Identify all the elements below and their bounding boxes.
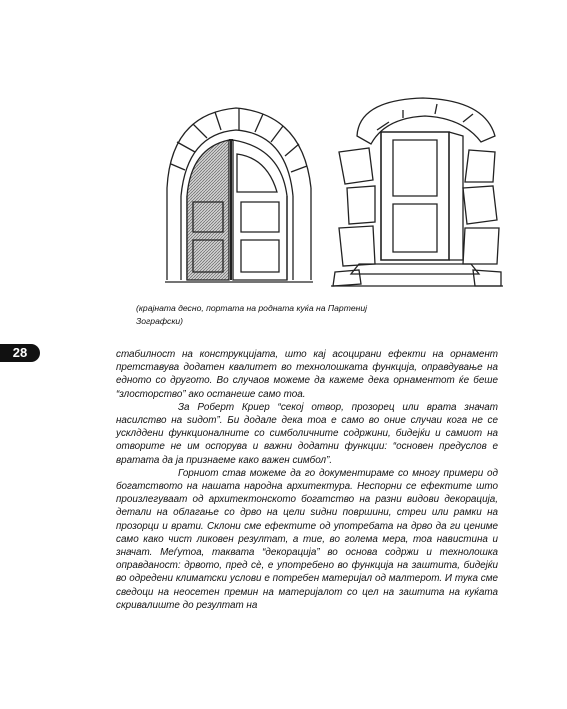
page-number: 28 xyxy=(12,345,28,360)
paragraph: стабилност на конструкцијата, што кај асоцирани ефекти на орнамент претставува додатен квалитет во технолошката функција, оправдување на едното со другото. Во случаов можеме да кажеме дека орнаментот ќе беше “злосторство” ако останеше само тоа. xyxy=(116,349,498,400)
paragraph: Горниот став можеме да го документираме со многу примери од богатството на нашата народна архитектура. Неспорни се ефектите што произлегуваат од архитектонското богатство на разни видови декорација, детали на облагање со дрво на цели ѕидни површини, стреи или рамки на прозорци и врати. Склони сме ефектите од употребата на дрво да ги цениме само како чист ликовен резултат, а тие, во голема мера, тоа навистина и значат. Меѓутоа, таквата “декорација” во основа содржи и технолошка оправданост: дрвото, пред сè, е употребено во функција на заштита, бидејќи во одредени климатски услови е потребен материјал од малтерот. И тука сме сведоци на неосетен премин на материјалот со цел на заштита на куќата скривалиште до резултат на xyxy=(116,467,498,611)
paragraph: За Роберт Криер “секој отвор, прозорец или врата значат насилство на ѕидот”. Би додале дека тоа е само во оние случаи кога не се усклддени функционалните со симболичните содржини, бидејќи и самиот на отворите не им оспорува и важни додатни функции: “основен предуслов е вратата да ја признаеме како важен симбол”. xyxy=(116,401,498,466)
body-text xyxy=(116,348,498,612)
doorways-illustration xyxy=(163,92,503,292)
page-number-tab xyxy=(0,344,40,362)
figure-caption: (крајната десно, портата на родната куќа на Партениј Зографски) xyxy=(136,303,368,326)
stone-doorway-drawing xyxy=(331,98,503,286)
arched-doorway-drawing xyxy=(165,108,313,282)
